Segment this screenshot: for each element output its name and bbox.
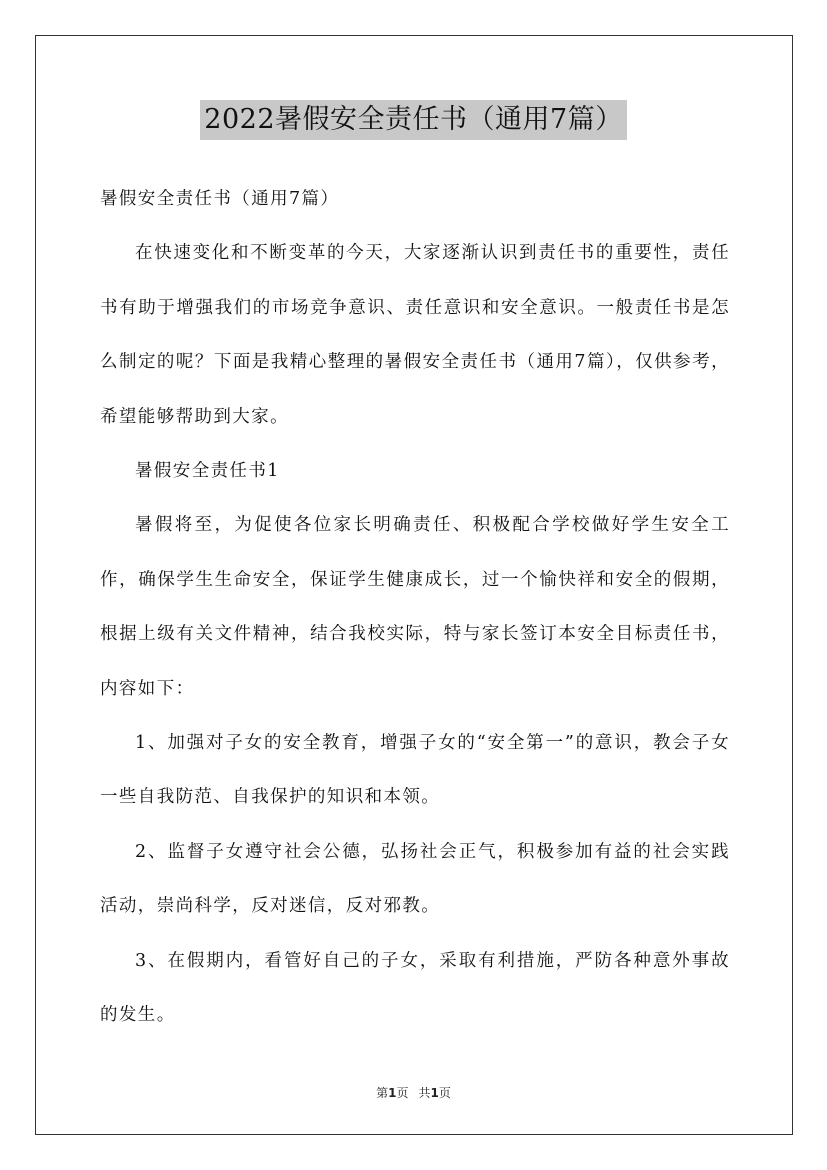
body-paragraph: 1、加强对子女的安全教育，增强子女的“安全第一”的意识，教会子女一些自我防范、自我保护的知识和本领。 [100, 733, 730, 808]
body-paragraph: 2、监督子女遵守社会公德，弘扬社会正气，积极参加有益的社会实践活动，崇尚科学，反对迷信，反对邪教。 [100, 841, 730, 917]
page-prefix: 第 [376, 1086, 389, 1100]
page-footer [0, 1084, 827, 1101]
intro-paragraph: 在快速变化和不断变革的今天，大家逐渐认识到责任书的重要性，责任书有助于增强我们的市场竞争意识、责任意识和安全意识。一般责任书是怎么制定的呢？下面是我精心整理的暑假安全责任书（通用7篇），仅供参考，希望能够帮助到大家。 [100, 243, 730, 427]
document-title: 2022暑假安全责任书（通用7篇） [200, 100, 626, 140]
section-heading: 暑假安全责任书1 [135, 461, 280, 482]
total-prefix: 共 [418, 1086, 431, 1100]
body-paragraph: 3、在假期内，看管好自己的子女，采取有利措施，严防各种意外事故的发生。 [100, 950, 730, 1026]
page-suffix: 页 [396, 1086, 409, 1100]
title-block [0, 100, 827, 140]
total-pages: 1 [430, 1086, 439, 1100]
body-paragraph: 暑假将至，为促使各位家长明确责任、积极配合学校做好学生安全工作，确保学生生命安全，保证学生健康成长，过一个愉快祥和安全的假期，根据上级有关文件精神，结合我校实际，特与家长签订本安全目标责任书，内容如下： [100, 515, 730, 699]
page-number: 1 [388, 1086, 397, 1100]
document-body [100, 172, 730, 1043]
document-subtitle: 暑假安全责任书（通用7篇） [100, 189, 340, 209]
total-suffix: 页 [438, 1086, 451, 1100]
